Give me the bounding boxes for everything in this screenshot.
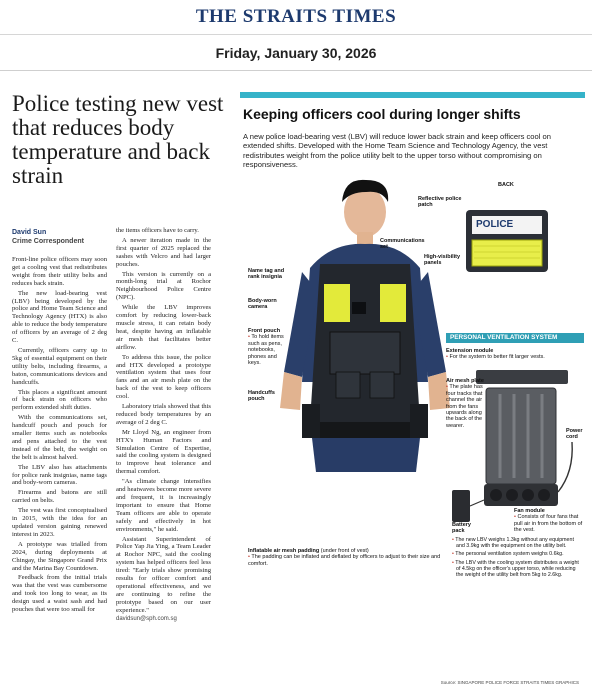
- date-line: Friday, January 30, 2026: [215, 45, 377, 61]
- note-item: • The personal ventilation system weighs 0.6kg.: [452, 551, 564, 558]
- note-item: • The new LBV weighs 1.3kg without any equipment and 3.9kg with the equipment on the utility belt.: [452, 537, 574, 550]
- article-column-2: [116, 227, 211, 617]
- label-reflective: Reflective police patch: [418, 196, 462, 209]
- paragraph: Firearms and batons are still carried on belts.: [12, 489, 107, 505]
- ventilation-system-header: PERSONAL VENTILATION SYSTEM: [446, 333, 584, 343]
- paragraph: While the LBV improves comfort by reducing lower-back muscle stress, it can retain body heat, despite having an inflatable air mesh that facilitates better airflow.: [116, 304, 211, 351]
- paragraph: A newer iteration made in the first quarter of 2025 replaced the sashes with Velcro and had larger pouches.: [116, 236, 211, 268]
- label-back: BACK: [498, 182, 514, 188]
- author-role: Crime Correspondent: [12, 238, 84, 245]
- paragraph: "As climate change intensifies and heatwaves become more severe and frequent, it is increasingly important to ensure that Home Team officers are able to operate safely and effectively in hot environments," he said.: [116, 478, 211, 533]
- paragraph: The vest was first conceptualised in 2015, with the idea for an updated version gaining renewed interest in 2023.: [12, 507, 107, 538]
- paragraph: A prototype was trialled from 2024, during deployments at Chingay, the Singapore Grand Prix and the Marina Bay Countdown.: [12, 540, 107, 572]
- officer-figure: [280, 180, 450, 472]
- paragraph: the items officers have to carry.: [116, 227, 199, 234]
- label-battery: Battery pack: [452, 522, 471, 535]
- label-frontpouch: Front pouch • To hold items such as pens, notebooks, phones and keys.: [248, 328, 284, 367]
- note-item: • The LBV with the cooling system distributes a weight of 4.5kg on the officer's upper torso, while reducing the weight of the utility belt from 5kg to 2.6kg.: [452, 559, 579, 579]
- author-name: David Sun: [12, 229, 47, 236]
- paragraph: Front-line police officers may soon get a cooling vest that redistributes weight from their utility belts and reduces back strain.: [12, 256, 107, 287]
- paragraph: To address this issue, the police and HTX developed a prototype ventilation system that uses four fans and an air mesh plate on the back of the vest to keep officers cool.: [116, 353, 211, 401]
- byline: [12, 228, 84, 246]
- police-patch-text: POLICE: [476, 219, 514, 230]
- label-fan: Fan module • Consists of four fans that pull air in from the bottom of the vest.: [514, 508, 583, 534]
- paragraph: Assistant Superintendent of Police Yap Jia Ying, a Team Leader at Rochor NPC, said the cooling system has helped officers feel less tired: "Early trials show promising results for officer comfort and operational effectiveness, and we are continuing to refine the prototype based on our user experience.": [116, 535, 211, 614]
- label-hivis: High-visibility panels: [424, 254, 461, 267]
- label-handcuffs: Handcuffs pouch: [248, 390, 275, 403]
- infographic: [240, 92, 585, 685]
- label-comms: Communications set: [380, 238, 425, 251]
- label-airmesh: Air mesh plate • The plate has four tracks that channel the air from the fans upwards along the back of the wearer.: [446, 378, 484, 429]
- infographic-source: Source: SINGAPORE POLICE FORCE STRAITS TIMES GRAPHICS: [440, 680, 579, 685]
- infographic-title: Keeping officers cool during longer shifts: [243, 106, 521, 122]
- paragraph: Mr Lloyd Ng, an engineer from HTX's Human Factors and Simulation Centre of Expertise, said the cooling system is designed to improve heat tolerance and thermal comfort.: [116, 428, 211, 476]
- article-headline: Police testing new vest that reduces body temperature and back strain: [12, 91, 224, 188]
- paragraph: This places a significant amount of back strain on officers who perform extended shift duties.: [12, 388, 107, 412]
- label-airpad: Inflatable air mesh padding (under front of vest) • The padding can be inflated and deflated by officers to adjust to their size and comfort.: [248, 548, 441, 567]
- masthead: [0, 0, 592, 35]
- paragraph: Feedback from the initial trials was that the vest was cumbersome and took too long to wear, as its design used a waist sash and had pouches that were too small for: [12, 574, 107, 614]
- infographic-notes: [452, 537, 584, 580]
- paragraph: Laboratory trials showed that this reduced body temperatures by an average of 2 deg C.: [116, 403, 211, 426]
- masthead-title: THE STRAITS TIMES: [195, 6, 397, 27]
- paragraph: Currently, officers carry up to 5kg of essential equipment on their utility belts, including firearms, a baton, communications devices and handcuffs.: [12, 346, 107, 386]
- paragraph: The new load-bearing vest (LBV) being developed by the police and Home Team Science and Technology Agency (HTX) is also able to reduce the body temperature of officers by an average of 2 deg C.: [12, 289, 107, 345]
- label-bodycam: Body-worn camera: [248, 298, 277, 311]
- label-nametag: Name tag and rank insignia: [248, 268, 285, 281]
- paragraph: The LBV also has attachments for police rank insignias, name tags and body-worn cameras.: [12, 463, 107, 487]
- paragraph: This version is currently on a month-long trial at Rochor Neighbourhood Police Centre (NPC).: [116, 270, 211, 302]
- author-email: davidsun@sph.com.sg: [116, 616, 177, 622]
- infographic-description: A new police load-bearing vest (LBV) will reduce lower back strain and keep officers cool on extended shifts. Developed with the Home Team Science and Technology Agency, the vest redistributes weight from the police utility belt to the upper torso without compromising on responsiveness.: [243, 132, 551, 170]
- label-extension: Extension module • For the system to better fit larger vests.: [446, 348, 545, 361]
- paragraph: With the communications set, handcuff pouch and pouch for smaller items such as notebooks and pens attached to the vest instead of the belt, the weight on the belt is almost halved.: [12, 414, 107, 461]
- article-column-1: [12, 256, 107, 616]
- label-power: Power cord: [566, 428, 583, 441]
- infographic-accent-bar: [240, 92, 585, 98]
